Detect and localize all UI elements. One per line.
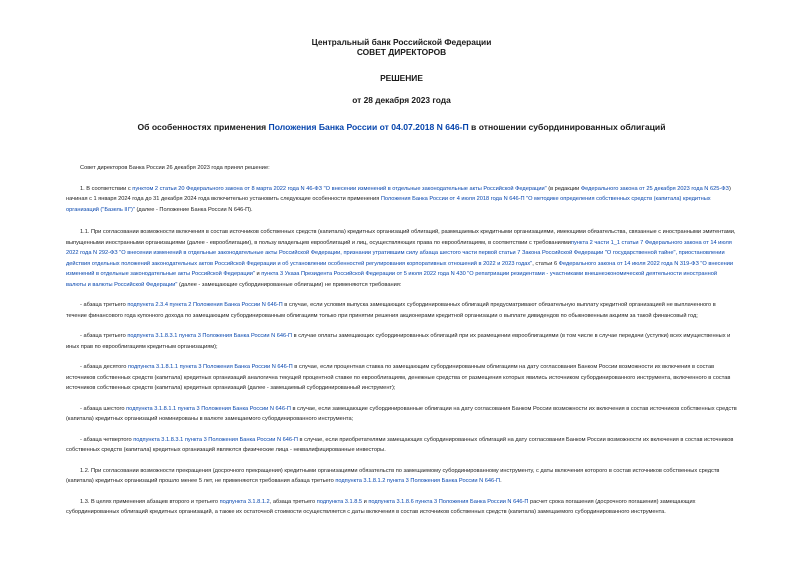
subclause-3-1-8-1-2-link[interactable]: подпункта 3.1.8.1.2 (219, 498, 270, 505)
subclause-3-1-8-1-2-link[interactable]: подпункта 3.1.8.1.2 пункта 3 Положения Банка России N 646-П (335, 478, 501, 484)
intro-paragraph: Совет директоров Банка России 26 декабря 2023 года принял решение: (80, 165, 270, 171)
text-run: 1.3. В целях применения абзацев второго и третьего (80, 498, 220, 505)
subclause-3-1-8-3-1-link[interactable]: подпункта 3.1.8.3.1 пункта 3 Положения Банка России N 646-П (133, 436, 298, 443)
text-run: - абзаца четвертого (80, 436, 134, 443)
law-319fz-link[interactable]: Федерального закона от 14 июля 2022 года N 319-ФЗ "О внесении изменений в отдельные законодательные акты Российской Федерации" (66, 260, 734, 277)
law-625fz-link[interactable]: Федерального закона от 25 декабря 2023 года N 625-ФЗ (580, 185, 729, 192)
subclause-3-1-8-6-link[interactable]: подпункта 3.1.8.6 пункта 3 Положения Банка России N 646-П (368, 498, 529, 505)
law-292fz-link[interactable]: пункта 2 части 1_1 статьи 7 Федерального закона от 14 июля 2022 года N 292-ФЗ "О внесении изменений в отдельные законодательные акты Российской Федерации, признании утратившим силу абзаца шестого части первой статьи 7 Закона Российской Федерации "О государственной тайне", приостановлении действия отдельных положений законодательных актов Российской Федерации и об установлении особенностей регулирования корпоративных отношений в 2022 и 2023 годах" (66, 239, 732, 267)
text-run: - абзаца третьего (80, 302, 128, 308)
bullet-5 (66, 435, 737, 456)
text-run: (далее - замещающие субординированные облигации) не применяются требования: (177, 281, 402, 288)
title-regulation-link[interactable]: Положения Банка России от 04.07.2018 N 646-П (268, 122, 469, 132)
paragraph-1-3 (66, 497, 737, 518)
law-46fz-link[interactable]: пунктом 2 статьи 20 Федерального закона от 8 марта 2022 года N 46-ФЗ "О внесении изменений в отдельные законодательные акты Российской Федерации" (132, 185, 547, 192)
board-name: СОВЕТ ДИРЕКТОРОВ (356, 47, 447, 57)
text-run: и (362, 498, 369, 505)
bullet-4 (66, 404, 737, 425)
text-run: расчет срока погашения (досрочного погашения) замещающих субординированных облигаций кредитных организаций, а также их остаточной стоимости осуществляется с даты включения в состав источников собственных средств (капитала) замещаемого субординированного инструмента. (66, 498, 696, 515)
text-run: в случае оплаты замещающих субординированных облигаций при их размещении еврооблигациями (в том числе в случае передачи (уступки) всех имущественных и иных прав по еврооблигациям кредитным организациям); (66, 333, 731, 350)
paragraph-1-2 (66, 466, 737, 487)
text-run: . (500, 478, 502, 484)
title-prefix: Об особенностях применения (137, 122, 269, 132)
bullet-3 (66, 362, 737, 394)
bullet-2 (66, 331, 737, 352)
text-run: в случае, если процентная ставка по замещающим субординированным облигациям на дату согласования Банком России возможности их включения в состав источников собственных средств (капитала) кредитных организаций аналогична текущей процентной ставке по еврооблигациям, денежные средства от размещения которых явились источником субординированного инструмента, включенного в состав источников собственных средств (капитала) кредитных организаций (далее - замещаемый субординированный инструмент); (66, 364, 731, 391)
regulation-646p-link[interactable]: Положения Банка России от 4 июля 2018 года N 646-П "О методике определения собственных средств (капитала) кредитных организаций ("Базель III")" (66, 196, 711, 213)
subclause-3-1-8-5-link[interactable]: подпункта 3.1.8.5 (316, 498, 363, 505)
subclause-3-1-8-1-1-link[interactable]: подпункта 3.1.8.1.1 пункта 3 Положения Банка России N 646-П (127, 364, 293, 370)
text-run: 1.2. При согласовании возможности прекращения (досрочного прекращения) кредитными организациями обязательств по замещаемому субординированному инструменту, с даты включения которого в состав источников собственных средств (капитала) кредитных организаций прошло менее 5 лет, не применяются требования абзаца третьего (66, 467, 720, 484)
paragraph-1-1 (66, 227, 737, 290)
text-run: 1. В соответствии с (80, 185, 133, 192)
text-run: и (254, 271, 262, 277)
document-body (66, 163, 737, 518)
bullet-1 (66, 300, 737, 321)
document-type: РЕШЕНИЕ (380, 73, 423, 83)
text-run: - абзаца третьего (80, 333, 128, 339)
text-run: (далее - Положение Банка России N 646-П). (134, 206, 253, 213)
text-run: - абзаца шестого (80, 405, 127, 412)
text-run: в случае, если условия выпуска замещающих субординированных облигаций предусматривают обязательную выплату кредитной организацией не выплаченного в течение финансового года купонного дохода по замещающим субординированным облигациям только при принятии решения акционерами кредитной организации о выплате дивидендов по обыкновенным акциям за такой финансовый год; (66, 302, 716, 319)
text-run: , абзаца третьего (269, 498, 317, 505)
subclause-3-1-8-1-1-link[interactable]: подпункта 3.1.8.1.1 пункта 3 Положения Банка России N 646-П (126, 405, 291, 412)
decree-430-link[interactable]: пункта 3 Указа Президента Российской Федерации от 5 июля 2022 года N 430 "О репатриации резидентами - участниками внешнеэкономической деятельности иностранной валюты и валюты Российской Федерации" (66, 271, 717, 288)
text-run: - абзаца десятого (80, 364, 128, 370)
subclause-2-3-4-link[interactable]: подпункта 2.3.4 пункта 2 Положения Банка России N 646-П (127, 302, 283, 308)
document-title (66, 122, 737, 133)
text-run: ) начиная с 1 января 2024 года до 31 декабря 2024 года включительно установить следующие особенности применения (66, 185, 731, 202)
subclause-3-1-8-3-1-link[interactable]: подпункта 3.1.8.3.1 пункта 3 Положения Банка России N 646-П (127, 333, 293, 339)
text-run: 1.1. При согласовании возможности включения в состав источников собственных средств (капитала) кредитных организаций облигаций, размещаемых кредитными организациями, имеющими обязательства, связанные с иностранными эмитентами, выпущенными иностранными организациями (далее - еврооблигации), в пользу владельцев еврооблигаций и лиц, осуществляющих права по еврооблигациям, в соответствии с требованиями (66, 229, 736, 246)
text-run: , статьи 6 (532, 260, 559, 267)
text-run: (в редакции (546, 185, 581, 192)
title-suffix: в отношении субординированных облигаций (468, 122, 666, 132)
paragraph-1 (66, 184, 737, 216)
text-run: в случае, если замещающие субординированные облигации на дату согласования Банком России возможности их включения в состав источников собственных средств (капитала) кредитных организаций номинированы в валюте замещаемого субординированного инструмента; (66, 405, 737, 422)
document-date: от 28 декабря 2023 года (352, 95, 451, 105)
text-run: в случае, если приобретателями замещающих субординированных облигаций на дату согласования Банком России возможности их включения в состав источников собственных средств (капитала) кредитных организаций являются физические лица - неквалифицированные инвесторы. (66, 436, 734, 453)
bank-name: Центральный банк Российской Федерации (311, 37, 492, 47)
